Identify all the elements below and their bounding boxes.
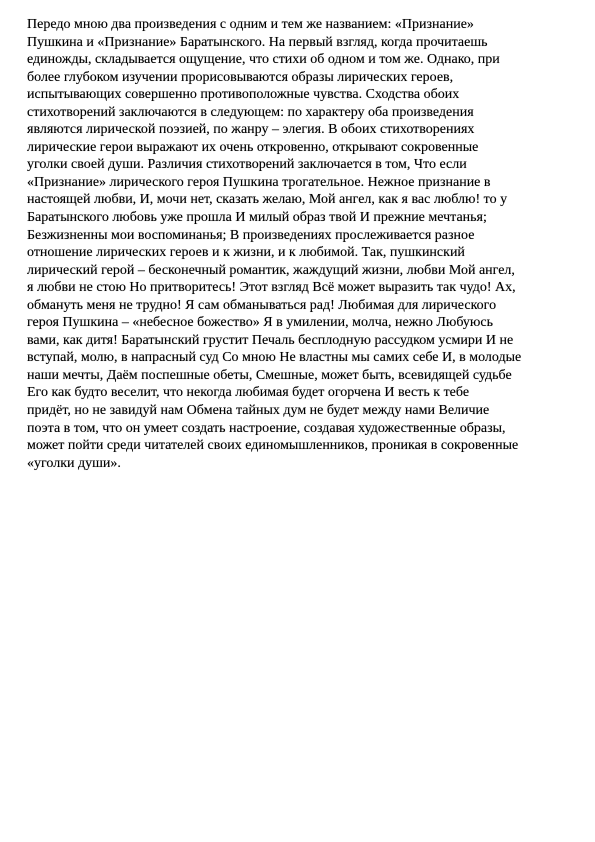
text-line: настоящей любви, И, мочи нет, сказать желаю, Мой ангел, как я вас люблю! то у	[27, 192, 508, 208]
text-line: лирический герой – бесконечный романтик, жаждущий жизни, любви Мой ангел,	[27, 262, 515, 278]
text-line: вами, как дитя! Баратынский грустит Печаль бесплодную рассудком усмири И не	[27, 332, 514, 348]
text-line: являются лирической поэзией, по жанру – элегия. В обоих стихотворениях	[27, 122, 475, 138]
text-line: может пойти среди читателей своих единомышленников, проникая в сокровенные	[27, 438, 519, 454]
text-line: уголки своей души. Различия стихотворений заключается в том, Что если	[27, 157, 467, 173]
text-line: наши мечты, Даём поспешные обеты, Смешные, может быть, всевидящей судьбе	[27, 367, 512, 383]
essay-paragraph	[27, 16, 579, 472]
text-line: лирические герои выражают их очень откровенно, открывают сокровенные	[27, 139, 479, 155]
text-line: отношение лирических героев и к жизни, и к любимой. Так, пушкинский	[27, 245, 465, 261]
text-line: единожды, складывается ощущение, что стихи об одном и том же. Однако, при	[27, 52, 500, 68]
text-line: «Признание» лирического героя Пушкина трогательное. Нежное признание в	[27, 174, 491, 190]
text-line: Его как будто веселит, что некогда любимая будет огорчена И весть к тебе	[27, 385, 470, 401]
text-line: я любви не стою Но притворитесь! Этот взгляд Всё может выразить так чудо! Ах,	[27, 280, 516, 296]
text-line: поэта в том, что он умеет создать настроение, создавая художественные образы,	[27, 420, 506, 436]
text-line: придёт, но не завидуй нам Обмена тайных дум не будет между нами Величие	[27, 403, 490, 419]
text-line: Безжизненны мои воспоминанья; В произведениях прослеживается разное	[27, 227, 475, 243]
text-line: более глубоком изучении прорисовываются образы лирических героев,	[27, 69, 454, 85]
text-line: испытывающих совершенно противоположные чувства. Сходства обоих	[27, 87, 460, 103]
text-line: обмануть меня не трудно! Я сам обманываться рад! Любимая для лирического	[27, 297, 497, 313]
text-line: вступай, молю, в напрасный суд Со мною Не властны мы самих себе И, в молодые	[27, 350, 522, 366]
text-line: «уголки души».	[27, 455, 121, 471]
text-line: героя Пушкина – «небесное божество» Я в умилении, молча, нежно Любуюсь	[27, 315, 493, 331]
text-line: Пушкина и «Признание» Баратынского. На первый взгляд, когда прочитаешь	[27, 34, 488, 50]
text-line: Передо мною два произведения с одним и тем же названием: «Признание»	[27, 17, 474, 32]
text-line: Баратынского любовь уже прошла И милый образ твой И прежние мечтанья;	[27, 210, 487, 226]
text-line: стихотворений заключаются в следующем: по характеру оба произведения	[27, 104, 474, 120]
